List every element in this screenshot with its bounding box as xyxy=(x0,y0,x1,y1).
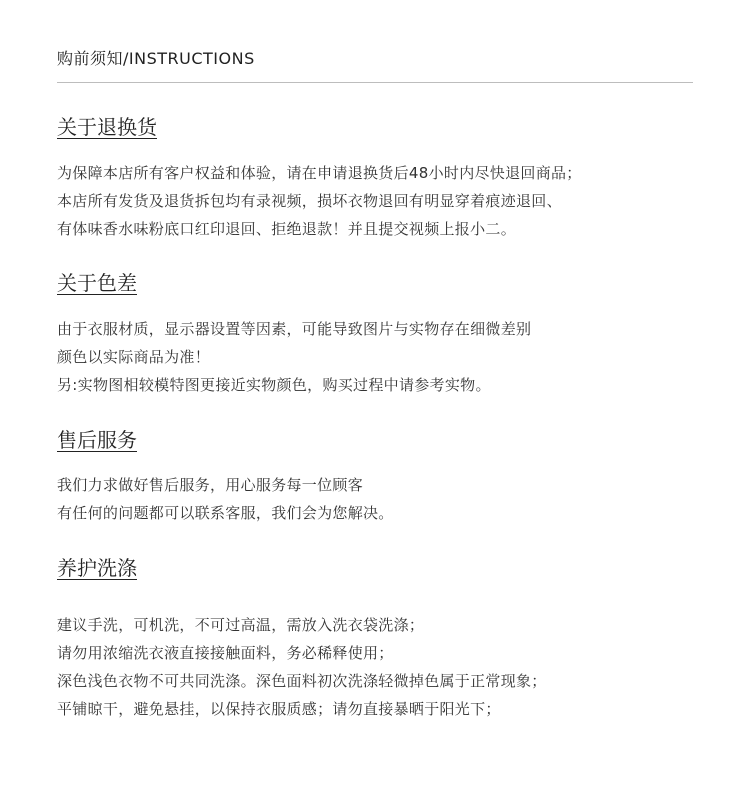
care-line-4: 平铺晾干，避免悬挂，以保持衣服质感；请勿直接暴晒于阳光下； xyxy=(57,700,501,718)
section-color-difference xyxy=(57,270,693,296)
page-title: 购前须知/INSTRUCTIONS xyxy=(57,49,255,68)
section-after-sales xyxy=(57,427,693,453)
header-divider xyxy=(57,82,693,83)
care-line-2: 请勿用浓缩洗衣液直接接触面料，务必稀释使用； xyxy=(57,644,394,662)
service-line-2: 有任何的问题都可以联系客服，我们会为您解决。 xyxy=(57,504,394,522)
returns-line-2: 本店所有发货及退货拆包均有录视频，损坏衣物退回有明显穿着痕迹退回、 xyxy=(57,192,562,210)
section-title-color-difference: 关于色差 xyxy=(57,271,137,295)
care-line-1: 建议手洗，可机洗，不可过高温，需放入洗衣袋洗涤； xyxy=(57,616,425,634)
care-line-3: 深色浅色衣物不可共同洗涤。深色面料初次洗涤轻微掉色属于正常现象； xyxy=(57,672,547,690)
returns-line-1: 为保障本店所有客户权益和体验，请在申请退换货后48小时内尽快退回商品； xyxy=(57,164,582,182)
section-title-after-sales: 售后服务 xyxy=(57,428,137,452)
section-body-color-difference xyxy=(57,315,693,399)
section-returns xyxy=(57,114,693,140)
service-line-1: 我们力求做好售后服务，用心服务每一位顾客 xyxy=(57,476,364,494)
section-care-washing xyxy=(57,555,693,581)
section-body-care-washing xyxy=(57,611,693,723)
section-body-returns xyxy=(57,159,693,243)
color-line-3: 另:实物图相较模特图更接近实物颜色，购买过程中请参考实物。 xyxy=(57,376,491,394)
color-line-2: 颜色以实际商品为准！ xyxy=(57,348,211,366)
section-title-returns: 关于退换货 xyxy=(57,115,157,139)
section-body-after-sales xyxy=(57,471,693,527)
color-line-1: 由于衣服材质，显示器设置等因素，可能导致图片与实物存在细微差别 xyxy=(57,320,532,338)
returns-line-3: 有体味香水味粉底口红印退回、拒绝退款！并且提交视频上报小二。 xyxy=(57,220,517,238)
section-title-care-washing: 养护洗涤 xyxy=(57,556,137,580)
